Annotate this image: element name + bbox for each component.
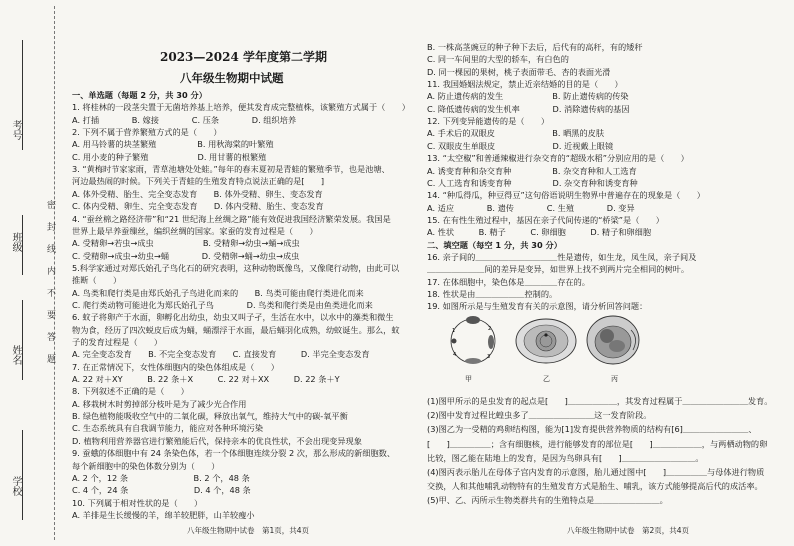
question-line: 18. 性状是由＿＿＿＿＿＿控制的。 [427, 289, 558, 299]
question-line: 1. 将桂林的一段茎尖置于无菌培养基上培养，便其发育成完整植株，该繁殖方式属于（ ） [72, 102, 410, 113]
seal-text: 密 封 线 内 不 要 答 题 [45, 200, 55, 365]
question-line: C. 4 个，24 条 D. 4 个，48 条 [72, 485, 251, 496]
svg-text:3: 3 [487, 354, 491, 360]
question-line: 16. 亲子间的＿＿＿＿＿＿＿＿＿＿性是遗传，如生龙，凤生凤，亲子间及 [427, 251, 697, 262]
question-line: B. 一株高茎豌豆的种子种下去后，后代有的高秆，有的矮秆 [427, 42, 643, 52]
question-line: 17. 在体细胞中，染色体是＿＿＿＿存在的。 [427, 276, 590, 287]
page-2-footer: 八年级生物期中试卷 第2页，共4页 [567, 526, 690, 535]
question-line: ＿＿＿＿＿＿＿间的差异是变异，如世界上找不到两片完全相同的树叶。 [427, 264, 690, 275]
svg-text:1: 1 [452, 328, 456, 334]
question-line: (1)图甲所示的是虫发育的起点是[ ]＿＿＿＿＿＿，其发育过程属于＿＿＿＿＿＿＿＿发育。 [427, 396, 773, 406]
figure-label-yi: 乙 [543, 375, 550, 383]
question-line: D. 植物利用营养器官进行繁殖能后代，保持亲本的优良性状，不会出现变异现象 [72, 435, 362, 446]
question-line: A. 性状 B. 精子 C. 卵细胞 D. 精子和卵细胞 [427, 227, 652, 238]
question-line: C. 用小麦的种子繁殖 D. 用甘薯的根繁殖 [72, 151, 267, 162]
question-line: 2. 下列不属于营养繁殖方式的是（ ） [72, 127, 222, 138]
question-line: (5)甲、乙、丙所示生物类群共有的生殖特点是＿＿＿＿＿＿＿＿。 [427, 495, 668, 506]
question-line: A. 鸟类和爬行类是由郑氏始孔子鸟进化而来的 B. 鸟类可能由爬行类进化而来 [72, 287, 364, 298]
question-line: A. 诱变育种和杂交育种 B. 杂交育种和人工选育 [427, 165, 637, 176]
question-line: 19. 如图所示是与生殖发育有关的示意图，请分析回答问题： [427, 301, 648, 312]
question-line: C. 受精卵→成虫→幼虫→蛹 D. 受精卵→蛹→幼虫→成虫 [72, 250, 300, 261]
figure-label-jia: 甲 [465, 375, 472, 383]
question-line: C. 降低遗传病的发生机率 D. 消除遗传病的基因 [427, 103, 630, 114]
question-line: [ ]＿＿＿＿＿；含有细胞核，进行能够发育的部位是[ ]＿＿＿＿＿＿，与两栖动物的卵 [427, 438, 768, 449]
reproduction-figure [441, 310, 646, 372]
question-line: C. 同一车间里的大型的轿车，有白色的 [427, 54, 569, 65]
question-line: 子的发育过程是（ ） [72, 337, 163, 347]
question-line: 6. 蚊子将卵产于水面，卵孵化出幼虫，幼虫又叫子孑，生活在水中，以水中的藻类和微生 [72, 312, 394, 323]
question-line: 物为食，经历了四次蜕皮后成为蛹，蛹漂浮于水面，最后蛹羽化成熟，幼蚊诞生。那么，蚊 [72, 324, 400, 335]
svg-text:2: 2 [488, 326, 492, 332]
question-line: 每个新细胞中的染色体数分别为（ ） [72, 460, 220, 471]
figure-bing-fetus [587, 316, 639, 364]
question-line: 14. “种瓜得瓜，种豆得豆”这句俗语说明生物界中普遍存在的现象是（ ） [427, 190, 705, 201]
question-line: A. 打插 B. 嫁接 C. 压条 D. 组织培养 [72, 114, 297, 125]
question-line: 推断（ ） [72, 275, 122, 286]
question-line: A. 防止遗传病的发生 B. 防止遗传病的传染 [427, 91, 629, 102]
question-line: A. 2 个，12 条 B. 2 个，48 条 [72, 472, 250, 483]
question-line: C. 双眼皮生单眼皮 D. 近视戴上眼镜 [427, 140, 614, 151]
question-line: A. 手术后的双眼皮 B. 晒黑的皮肤 [427, 128, 605, 139]
question-line: 交换，人和其他哺乳动物特有的生殖发育方式是胎生、哺乳，该方式能够提高后代的成活率。 [427, 481, 763, 492]
figure-jia-insect-cycle [451, 316, 495, 364]
svg-text:4: 4 [453, 352, 457, 358]
question-line: 世界上最早养蚕缫丝，编织丝绸的国家。家蚕的发育过程是（ ） [72, 225, 318, 236]
question-line: A. 22 对＋XY B. 22 条＋X C. 22 对＋XX D. 22 条＋Y [72, 374, 340, 385]
question-line: C. 体内受精、卵生、完全变态发育 D. 体内受精、胎生、变态发育 [72, 201, 324, 212]
question-line: A. 适应 B. 遗传 C. 生殖 D. 变异 [427, 202, 635, 213]
label-name: 姓名 [10, 345, 21, 365]
question-line: 5.科学家通过对郑氏始孔子鸟化石的研究表明，这种动物既像鸟，又像爬行动物，由此可以 [72, 262, 400, 273]
binding-strip [0, 0, 70, 546]
question-line: C. 人工选育和诱变育种 D. 杂交育种和诱变育种 [427, 177, 638, 188]
question-line: 13. “太空椒”和普通辣椒进行杂交育的“超级水稻”分别应用的是（ ） [427, 153, 689, 164]
exam-subtitle: 八年级生物期中试题 [180, 71, 284, 85]
question-line: 比较，图乙能在陆地上的发育，是因为鸟卵具有[ ]＿＿＿＿＿＿＿＿＿。 [427, 452, 704, 463]
page-1-footer: 八年级生物期中试卷 第1页，共4页 [187, 526, 310, 535]
question-line: 15. 在有性生殖过程中，基因在亲子代间传递的“桥梁”是（ ） [427, 214, 664, 225]
question-line: B. 绿色植物能吸收空气中的二氧化碳，释放出氧气，维持大气中的碳-氧平衡 [72, 411, 348, 422]
label-school: 学校 [10, 476, 21, 496]
label-class: 班级 [10, 232, 21, 252]
question-line: 3. “黄梅时节家家雨，青草池塘处处蛙。”每年的春末夏初是青蛙的繁殖季节，也是池塘、 [72, 164, 390, 175]
question-line: (3)图乙为一受精的鸡卵结构图，能为[1]发育提供营养物质的结构有[6]＿＿＿＿＿＿＿＿、 [427, 424, 757, 435]
label-exam-number: 考号 [10, 120, 21, 140]
question-line: C. 生态系统具有自我调节能力，能应对各种环境污染 [72, 423, 264, 434]
question-line: 10. 下列属于相对性状的是（ ） [72, 497, 203, 508]
section-heading: 一、单选题（每题 2 分，共 30 分） [72, 90, 207, 100]
question-line: D. 同一棵园的果树，桃子表面带毛、杏的表面光滑 [427, 66, 611, 77]
exam-title: 2023—2024 学年度第二学期 [160, 50, 327, 64]
question-line: 7. 在正常情况下，女性体细胞内的染色体组成是（ ） [72, 361, 279, 372]
question-line: 9. 蚕蛾的体细胞中有 24 条染色体，若一个体细胞连续分裂 2 次，那么形成的新细胞数、 [72, 448, 396, 459]
question-line: 12. 下列变异能遗传的是（ ） [427, 116, 550, 127]
question-line: (4)图丙表示胎儿在母体子宫内发育的示意图，胎儿通过图中[ ]＿＿＿＿＿与母体进行物质 [427, 467, 765, 477]
question-line: A. 羊排是生长缓慢的羊，绵羊较肥胖，山羊较瘦小 [72, 509, 255, 520]
question-line: C. 爬行类动物可能进化为郑氏始孔子鸟 D. 鸟类和爬行类是由鱼类进化而来 [72, 299, 373, 310]
question-line: 11. 我国婚姻法规定，禁止近亲结婚的目的是（ ） [427, 79, 623, 90]
question-line: 8. 下列叙述不正确的是（ ） [72, 386, 189, 397]
question-line: A. 用马铃薯的块茎繁殖 B. 用秋海棠的叶繁殖 [72, 139, 274, 150]
question-line: (2)图中发育过程比蝗虫多了＿＿＿＿＿＿＿＿这一发育阶段。 [427, 410, 652, 421]
section-heading: 二、填空题（每空 1 分，共 30 分） [427, 239, 562, 250]
figure-label-bing: 丙 [611, 375, 618, 383]
figure-yi-egg [516, 319, 576, 363]
question-line: A. 体外受精、胎生、完全变态发育 B. 体外受精、卵生、变态发育 [72, 188, 323, 199]
question-line: 4. “蚕丝棉之路经济带”和“21 世纪海上丝绸之路”能有效促进我国经济繁荣发展。我国是 [72, 213, 391, 224]
question-line: A. 完全变态发育 B. 不完全变态发育 C. 直接发育 D. 半完全变态发育 [72, 349, 370, 360]
question-line: 河边最热闹的时候。下列关于青蛙的生殖发育特点说法正确的是[ ] [72, 176, 325, 187]
question-line: A. 移栽树木时剪掉部分枝叶是为了减少光合作用 [72, 398, 247, 409]
question-line: A. 受精卵→若虫→成虫 B. 受精卵→幼虫→蛹→成虫 [72, 238, 300, 249]
